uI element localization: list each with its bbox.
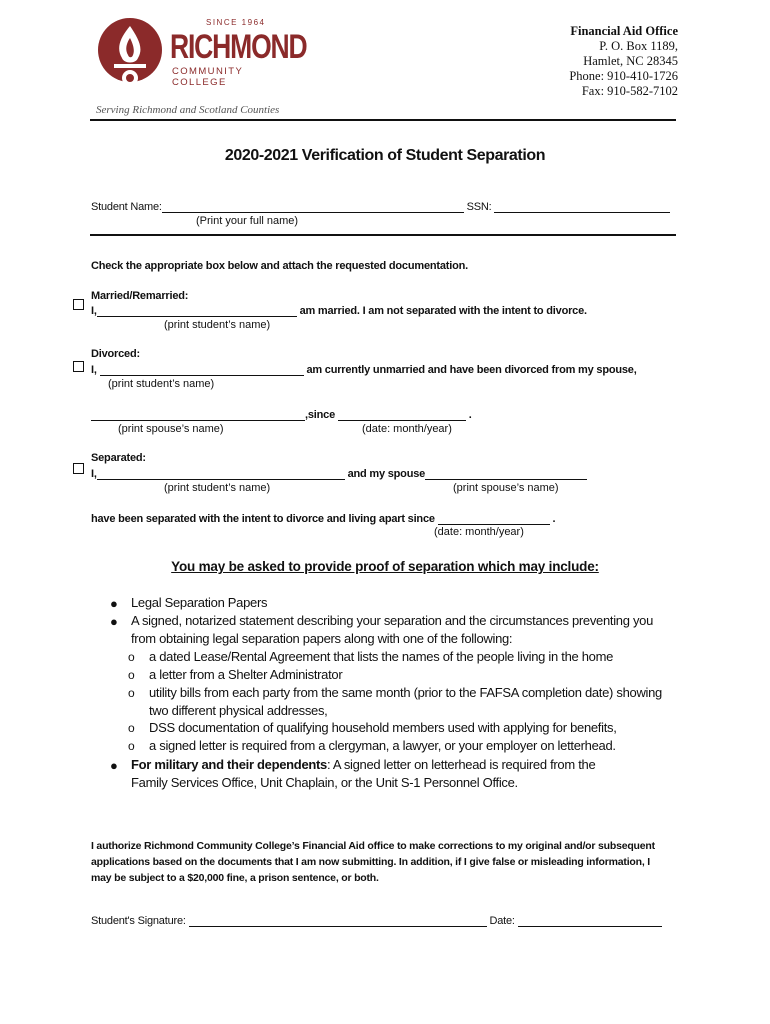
sub-item: a signed letter is required from a clergyman, a lawyer, or your employer on letterhead. <box>149 738 616 753</box>
divorced-student-name-field[interactable] <box>100 363 304 376</box>
proof-item-cont: from obtaining legal separation papers along with one of the following: <box>131 631 513 646</box>
military-item-cont: Family Services Office, Unit Chaplain, or the Unit S-1 Personnel Office. <box>131 775 518 790</box>
office-line: Hamlet, NC 28345 <box>583 54 678 68</box>
student-name-row <box>91 200 670 213</box>
flame-gear-icon <box>96 12 166 92</box>
date-label: Date: <box>489 915 515 927</box>
authorize-line: I authorize Richmond Community College’s Financial Aid office to make corrections to my original and/or subsequent <box>91 840 655 852</box>
sub-item-cont: two different physical addresses, <box>149 703 328 718</box>
divorced-heading: Divorced: <box>91 348 140 360</box>
divorced-prefix: I, <box>91 364 97 376</box>
separated-spouse-caption: (print spouse’s name) <box>453 482 559 494</box>
divorced-spouse-caption: (print spouse’s name) <box>118 423 224 435</box>
proof-item: A signed, notarized statement describing your separation and the circumstances preventing you <box>131 613 654 628</box>
since-label: ,since <box>305 409 335 421</box>
married-row <box>91 304 587 317</box>
office-line: Phone: 910-410-1726 <box>569 69 678 83</box>
spouse-name-field[interactable] <box>91 408 305 421</box>
logo-since: SINCE 1964 <box>206 18 266 27</box>
signature-row <box>91 914 662 927</box>
logo-subname: COMMUNITY COLLEGE <box>172 66 244 88</box>
separated-line2: have been separated with the intent to divorce and living apart since <box>91 513 435 525</box>
sub-item: a dated Lease/Rental Agreement that lists the names of the people living in the home <box>149 649 614 664</box>
sub-item: DSS documentation of qualifying household members used with applying for benefits, <box>149 720 617 735</box>
married-heading: Married/Remarried: <box>91 290 189 302</box>
separated-checkbox[interactable] <box>73 463 84 474</box>
circle-bullet-icon: o <box>128 739 135 753</box>
print-full-name-caption: (Print your full name) <box>196 215 299 227</box>
circle-bullet-icon: o <box>128 686 135 700</box>
married-prefix: I, <box>91 305 97 317</box>
separation-date-field[interactable] <box>438 512 550 525</box>
separated-prefix: I, <box>91 468 97 480</box>
section-rule <box>90 234 676 236</box>
separated-spouse-name-field[interactable] <box>425 467 587 480</box>
married-checkbox[interactable] <box>73 299 84 310</box>
bullet-icon: ● <box>110 614 118 629</box>
military-text: : A signed letter on letterhead is required from the <box>326 757 596 772</box>
ssn-field[interactable] <box>494 200 670 213</box>
bullet-icon: ● <box>110 758 118 773</box>
office-title: Financial Aid Office <box>570 24 678 38</box>
office-address <box>569 24 678 99</box>
authorize-line: may be subject to a $20,000 fine, a prison sentence, or both. <box>91 872 379 884</box>
sub-item: a letter from a Shelter Administrator <box>149 667 343 682</box>
separated-since-row: have been separated with the intent to divorce and living apart since . <box>91 513 556 525</box>
separated-student-caption: (print student’s name) <box>164 482 271 494</box>
married-caption: (print student’s name) <box>164 319 271 331</box>
student-name-label: Student Name: <box>91 201 162 213</box>
divorced-checkbox[interactable] <box>73 361 84 372</box>
signature-date-field[interactable] <box>518 914 662 927</box>
office-line: Fax: 910-582-7102 <box>581 84 678 98</box>
military-item <box>131 756 595 774</box>
divorce-date-field[interactable] <box>338 408 466 421</box>
married-student-name-field[interactable] <box>97 304 297 317</box>
logo-name: RICHMOND <box>170 28 307 66</box>
circle-bullet-icon: o <box>128 668 135 682</box>
circle-bullet-icon: o <box>128 721 135 735</box>
bullet-icon: ● <box>110 596 118 611</box>
married-text: am married. I am not separated with the intent to divorce. <box>299 305 587 317</box>
sub-item: utility bills from each party from the same month (prior to the FAFSA completion date) showing <box>149 685 662 700</box>
student-name-field[interactable] <box>162 200 464 213</box>
signature-field[interactable] <box>189 914 487 927</box>
divorced-row <box>91 363 637 376</box>
separated-row <box>91 467 587 480</box>
separated-student-name-field[interactable] <box>97 467 345 480</box>
header-rule <box>90 119 676 121</box>
authorize-line: applications based on the documents that I am now submitting. In addition, if I give false or misleading information, I <box>91 856 651 868</box>
signature-label: Student's Signature: <box>91 915 186 927</box>
college-logo <box>96 12 307 102</box>
divorced-since-row: ,since . <box>91 408 472 421</box>
logo-tagline: Serving Richmond and Scotland Counties <box>96 104 280 116</box>
form-title: 2020-2021 Verification of Student Separation <box>224 147 546 164</box>
ssn-label: SSN: <box>466 201 492 213</box>
divorced-text: am currently unmarried and have been divorced from my spouse, <box>306 364 637 376</box>
separated-date-caption: (date: month/year) <box>434 526 524 538</box>
instruction-text: Check the appropriate box below and attach the requested documentation. <box>91 260 468 272</box>
proof-item: Legal Separation Papers <box>131 595 268 610</box>
separated-text: and my spouse <box>347 468 426 480</box>
circle-bullet-icon: o <box>128 650 135 664</box>
divorced-date-caption: (date: month/year) <box>362 423 452 435</box>
office-line: P. O. Box 1189, <box>599 39 678 53</box>
divorced-caption: (print student’s name) <box>108 378 215 390</box>
military-bold: For military and their dependents <box>131 757 327 772</box>
separated-heading: Separated: <box>91 452 146 464</box>
proof-heading: You may be asked to provide proof of separation which may include: <box>171 559 599 574</box>
